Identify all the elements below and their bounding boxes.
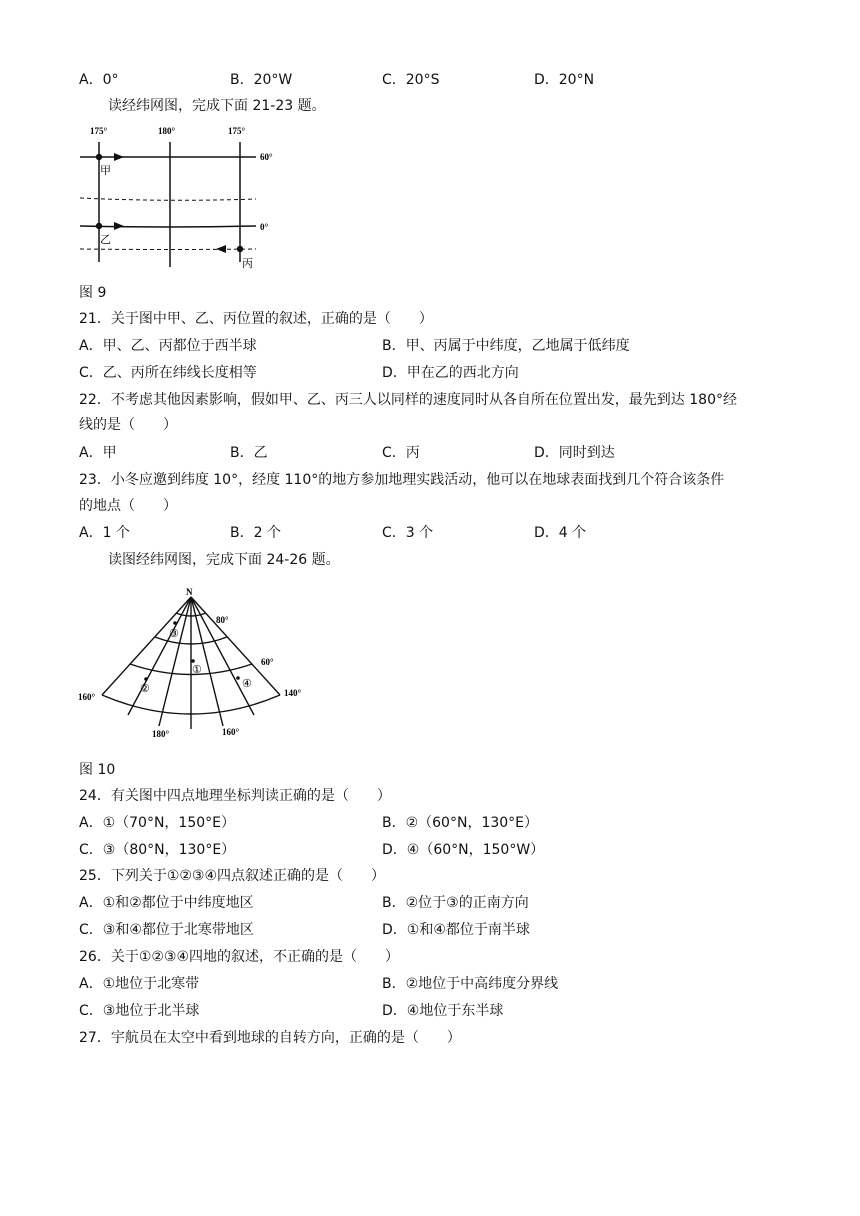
figure-10-caption: 图 10 xyxy=(79,762,116,778)
q24-option-a: A．①（70°N，150°E） xyxy=(79,815,235,831)
q21-stem: 21．关于图中甲、乙、丙位置的叙述，正确的是（ ） xyxy=(79,311,433,327)
q22-option-d: D．同时到达 xyxy=(534,445,615,461)
q27-stem: 27．宇航员在太空中看到地球的自转方向，正确的是（ ） xyxy=(79,1030,461,1046)
q25-stem: 25．下列关于①②③④四点叙述正确的是（ ） xyxy=(79,868,386,884)
figure-9-graticule xyxy=(78,122,283,272)
q22-option-b: B．乙 xyxy=(230,445,268,461)
fig9-lon-label-1: 175° xyxy=(90,126,108,136)
fig9-arrow-bing xyxy=(216,245,226,253)
fig10-lon-label-180: 180° xyxy=(152,729,170,739)
q25-option-d: D．①和④都位于南半球 xyxy=(382,922,530,938)
fig10-point-2-label: ② xyxy=(140,683,150,695)
fig9-arrow-jia xyxy=(114,153,124,161)
q21-option-a: A．甲、乙、丙都位于西半球 xyxy=(79,338,257,354)
fig10-point-3-dot xyxy=(173,621,177,625)
fig9-point-jia xyxy=(96,154,102,160)
fig10-lon-label-160-bottom: 160° xyxy=(222,727,240,737)
q24-option-b: B．②（60°N，130°E） xyxy=(382,815,539,831)
q20-option-c: C．20°S xyxy=(382,72,440,88)
q23-stem-line2: 的地点（ ） xyxy=(79,498,177,514)
fig10-lat-label-60: 60° xyxy=(261,657,274,667)
q26-option-b: B．②地位于中高纬度分界线 xyxy=(382,976,559,992)
fig9-label-jia: 甲 xyxy=(100,165,111,177)
q26-option-d: D．④地位于东半球 xyxy=(382,1003,504,1019)
fig9-dashed-parallel-1 xyxy=(80,198,256,200)
fig9-lon-label-3: 175° xyxy=(228,126,246,136)
q24-option-d: D．④（60°N，150°W） xyxy=(382,842,545,858)
fig9-lat-label-60: 60° xyxy=(260,152,273,162)
fig10-pole-label: N xyxy=(186,587,193,597)
fig10-point-1-label: ① xyxy=(192,664,202,676)
q24-option-c: C．③（80°N，130°E） xyxy=(79,842,236,858)
fig9-label-bing: 丙 xyxy=(242,258,253,270)
fig9-point-bing xyxy=(237,246,243,252)
figure-9-caption: 图 9 xyxy=(79,285,107,301)
fig10-lon-label-160-left: 160° xyxy=(78,692,96,702)
q23-stem-line1: 23．小冬应邀到纬度 10°，经度 110°的地方参加地理实践活动，他可以在地球表面找到几个符合该条件 xyxy=(79,472,725,488)
q25-option-b: B．②位于③的正南方向 xyxy=(382,895,529,911)
q22-option-a: A．甲 xyxy=(79,445,117,461)
q24-stem: 24．有关图中四点地理坐标判读正确的是（ ） xyxy=(79,788,391,804)
q21-option-c: C．乙、丙所在纬线长度相等 xyxy=(79,365,257,381)
q22-option-c: C．丙 xyxy=(382,445,420,461)
fig10-lon-label-140-right: 140° xyxy=(284,688,302,698)
q23-option-b: B．2 个 xyxy=(230,525,281,541)
q25-option-a: A．①和②都位于中纬度地区 xyxy=(79,895,254,911)
q25-option-c: C．③和④都位于北寒带地区 xyxy=(79,922,254,938)
q22-stem-line1: 22．不考虑其他因素影响，假如甲、乙、丙三人以同样的速度同时从各自所在位置出发，最先到达 180°经 xyxy=(79,392,737,408)
fig9-lon-label-2: 180° xyxy=(158,126,176,136)
q26-option-a: A．①地位于北寒带 xyxy=(79,976,200,992)
fig9-label-yi: 乙 xyxy=(100,234,111,246)
fig10-point-4-label: ④ xyxy=(242,678,252,690)
fig10-point-3-label: ③ xyxy=(169,628,179,640)
q22-stem-line2: 线的是（ ） xyxy=(79,417,177,433)
q23-option-c: C．3 个 xyxy=(382,525,434,541)
figure-10-polar-graticule xyxy=(76,583,316,743)
fig9-lat-label-0: 0° xyxy=(260,222,269,232)
q21-option-b: B．甲、丙属于中纬度，乙地属于低纬度 xyxy=(382,338,630,354)
q21-option-d: D．甲在乙的西北方向 xyxy=(382,365,519,381)
fig10-point-2-dot xyxy=(144,677,148,681)
q23-option-d: D．4 个 xyxy=(534,525,587,541)
q23-option-a: A．1 个 xyxy=(79,525,130,541)
fig10-point-4-dot xyxy=(236,676,240,680)
q20-option-a: A．0° xyxy=(79,72,119,88)
fig9-point-yi xyxy=(96,223,102,229)
q20-option-b: B．20°W xyxy=(230,72,293,88)
q20-option-d: D．20°N xyxy=(534,72,595,88)
q26-stem: 26．关于①②③④四地的叙述，不正确的是（ ） xyxy=(79,949,400,965)
fig10-point-1-dot xyxy=(191,659,195,663)
q26-option-c: C．③地位于北半球 xyxy=(79,1003,200,1019)
fig9-dashed-parallel-2 xyxy=(80,249,256,250)
fig9-arrow-yi xyxy=(114,222,124,230)
intro-21-23: 读经纬网图，完成下面 21-23 题。 xyxy=(108,98,326,114)
intro-24-26: 读图经纬网图，完成下面 24-26 题。 xyxy=(108,552,340,568)
fig9-equator xyxy=(80,226,256,227)
fig10-lat-label-80: 80° xyxy=(216,615,229,625)
